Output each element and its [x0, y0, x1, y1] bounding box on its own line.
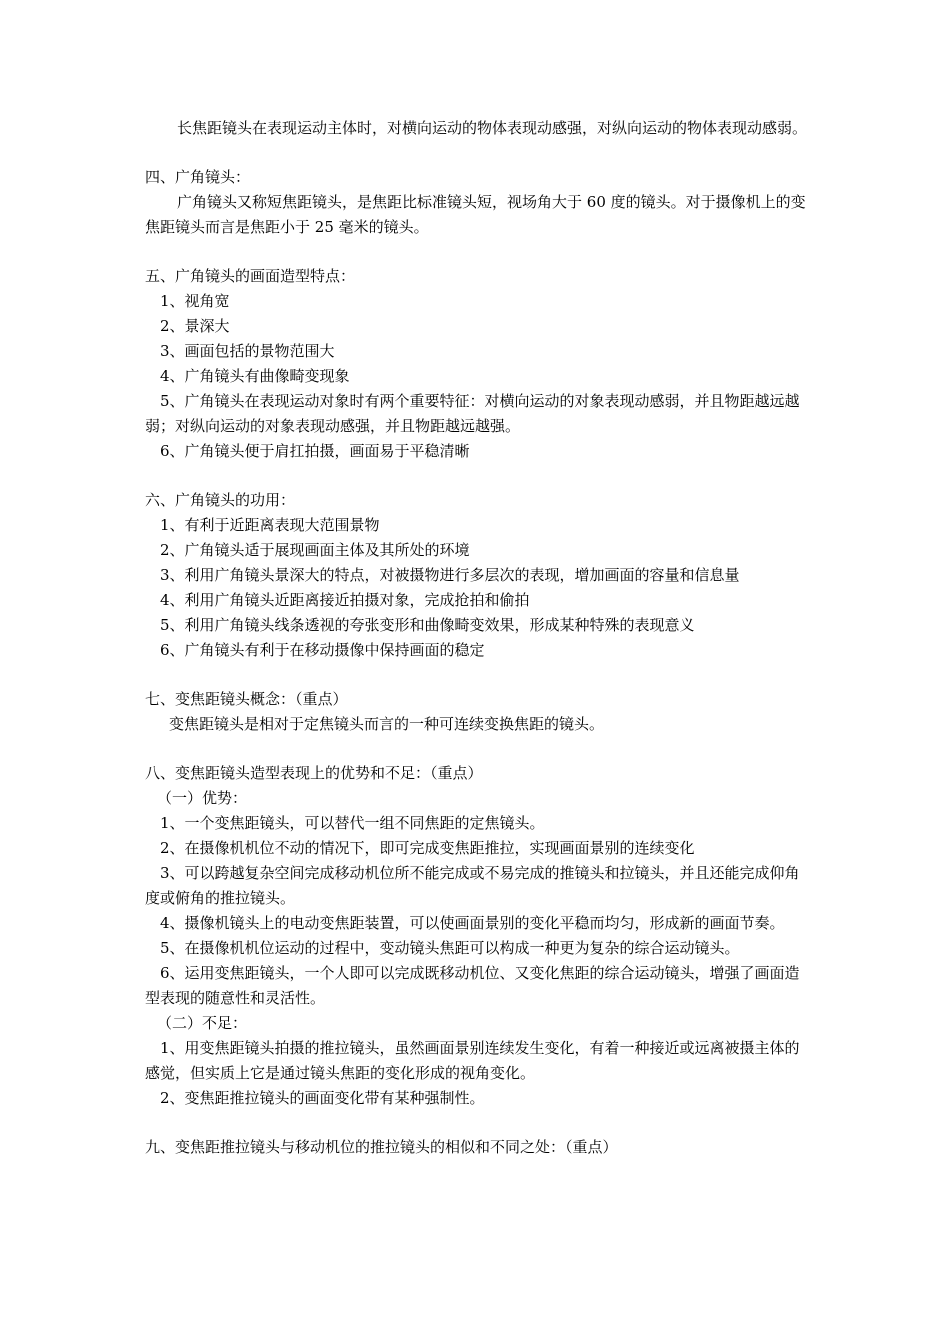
document-body — [145, 116, 810, 1160]
list-item: 5、广角镜头在表现运动对象时有两个重要特征：对横向运动的对象表现动感弱，并且物距越远越弱；对纵向运动的对象表现动感强，并且物距越远越强。 — [145, 392, 800, 435]
section-7-heading: 七、变焦距镜头概念：（重点） — [145, 690, 348, 708]
list-item: 5、在摄像机机位运动的过程中，变动镜头焦距可以构成一种更为复杂的综合运动镜头。 — [160, 939, 740, 957]
list-item: 3、画面包括的景物范围大 — [160, 342, 335, 360]
section-4-heading: 四、广角镜头： — [145, 168, 251, 186]
advantages-heading: （一）优势： — [157, 789, 248, 807]
list-item: 6、广角镜头有利于在移动摄像中保持画面的稳定 — [160, 641, 485, 659]
spacer — [145, 737, 810, 761]
list-item: 1、用变焦距镜头拍摄的推拉镜头，虽然画面景别连续发生变化，有着一种接近或远离被摄主体的感觉，但实质上它是通过镜头焦距的变化形成的视角变化。 — [145, 1039, 800, 1082]
list-item: 3、可以跨越复杂空间完成移动机位所不能完成或不易完成的推镜头和拉镜头，并且还能完成仰角度或俯角的推拉镜头。 — [145, 864, 800, 907]
section-6-heading: 六、广角镜头的功用： — [145, 491, 296, 509]
spacer — [145, 141, 810, 165]
list-item: 4、广角镜头有曲像畸变现象 — [160, 367, 350, 385]
list-item: 4、利用广角镜头近距离接近拍摄对象，完成抢拍和偷拍 — [160, 591, 530, 609]
list-item: 6、广角镜头便于肩扛拍摄，画面易于平稳清晰 — [160, 442, 470, 460]
intro-paragraph: 长焦距镜头在表现运动主体时，对横向运动的物体表现动感强，对纵向运动的物体表现动感弱。 — [177, 119, 808, 137]
list-item: 5、利用广角镜头线条透视的夸张变形和曲像畸变效果，形成某种特殊的表现意义 — [160, 616, 695, 634]
list-item: 2、变焦距推拉镜头的画面变化带有某种强制性。 — [160, 1089, 485, 1107]
list-item: 1、视角宽 — [160, 292, 230, 310]
spacer — [145, 1111, 810, 1135]
list-item: 3、利用广角镜头景深大的特点，对被摄物进行多层次的表现，增加画面的容量和信息量 — [160, 566, 740, 584]
list-item: 2、景深大 — [160, 317, 230, 335]
section-8-heading: 八、变焦距镜头造型表现上的优势和不足：（重点） — [145, 764, 483, 782]
section-9-heading: 九、变焦距推拉镜头与移动机位的推拉镜头的相似和不同之处：（重点） — [145, 1138, 618, 1156]
list-item: 4、摄像机镜头上的电动变焦距装置，可以使画面景别的变化平稳而均匀，形成新的画面节奏。 — [160, 914, 785, 932]
section-4-body: 广角镜头又称短焦距镜头，是焦距比标准镜头短，视场角大于 60 度的镜头。对于摄像机上的变焦距镜头而言是焦距小于 25 毫米的镜头。 — [145, 193, 806, 236]
disadvantages-heading: （二）不足： — [157, 1014, 248, 1032]
section-7-body: 变焦距镜头是相对于定焦镜头而言的一种可连续变换焦距的镜头。 — [169, 715, 605, 733]
list-item: 1、有利于近距离表现大范围景物 — [160, 516, 380, 534]
list-item: 2、在摄像机机位不动的情况下，即可完成变焦距推拉，实现画面景别的连续变化 — [160, 839, 695, 857]
section-5-heading: 五、广角镜头的画面造型特点： — [145, 267, 356, 285]
spacer — [145, 240, 810, 264]
list-item: 2、广角镜头适于展现画面主体及其所处的环境 — [160, 541, 470, 559]
spacer — [145, 663, 810, 687]
list-item: 6、运用变焦距镜头，一个人即可以完成既移动机位、又变化焦距的综合运动镜头，增强了画面造型表现的随意性和灵活性。 — [145, 964, 800, 1007]
list-item: 1、一个变焦距镜头，可以替代一组不同焦距的定焦镜头。 — [160, 814, 545, 832]
spacer — [145, 464, 810, 488]
